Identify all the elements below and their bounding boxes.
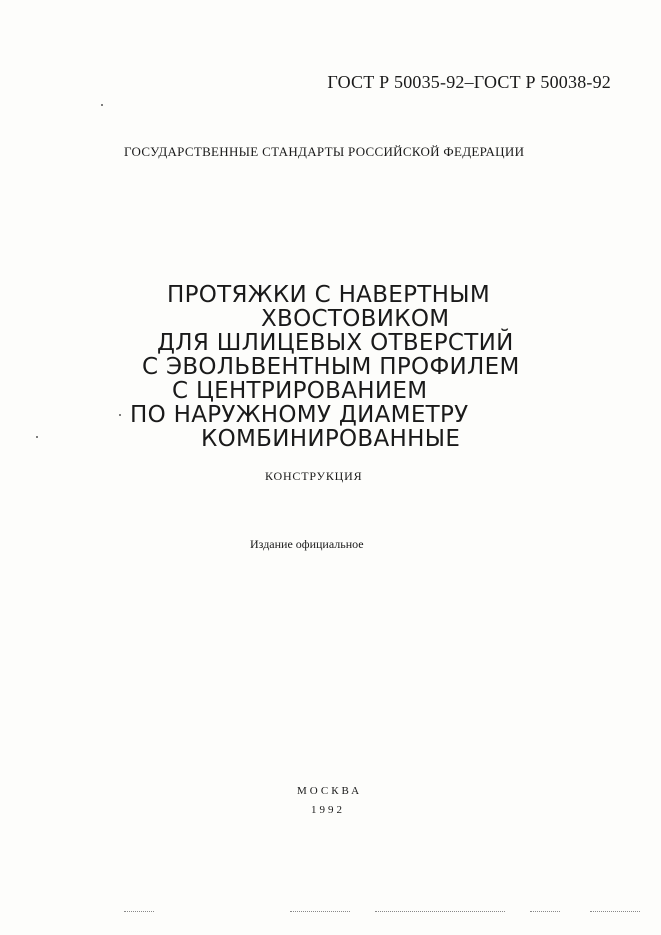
title-line-6: ПО НАРУЖНОМУ ДИАМЕТРУ [130,402,469,428]
scan-artifact [290,911,350,913]
scan-artifact [530,911,560,913]
title-line-7: КОМБИНИРОВАННЫЕ [201,426,461,452]
title-line-4: С ЭВОЛЬВЕНТНЫМ ПРОФИЛЕМ [142,354,520,380]
scan-artifact [124,911,154,913]
document-title [100,283,540,451]
gost-number: ГОСТ Р 50035-92–ГОСТ Р 50038-92 [327,72,611,92]
publication-year: 1992 [311,804,345,816]
state-standards-heading: ГОСУДАРСТВЕННЫЕ СТАНДАРТЫ РОССИЙСКОЙ ФЕДЕРАЦИИ [124,144,525,159]
scan-artifact [375,911,505,913]
scan-speck [101,104,103,106]
publication-city: МОСКВА [297,785,363,797]
title-line-1: ПРОТЯЖКИ С НАВЕРТНЫМ [167,282,490,308]
title-line-3: ДЛЯ ШЛИЦЕВЫХ ОТВЕРСТИЙ [157,330,514,356]
title-line-2: ХВОСТОВИКОМ [261,306,450,332]
scan-speck [36,436,38,438]
scan-artifact [590,911,640,913]
document-subtitle: КОНСТРУКЦИЯ [265,469,363,483]
title-line-5: С ЦЕНТРИРОВАНИЕМ [172,378,428,404]
edition-note: Издание официальное [250,537,364,551]
scan-speck [119,414,121,416]
